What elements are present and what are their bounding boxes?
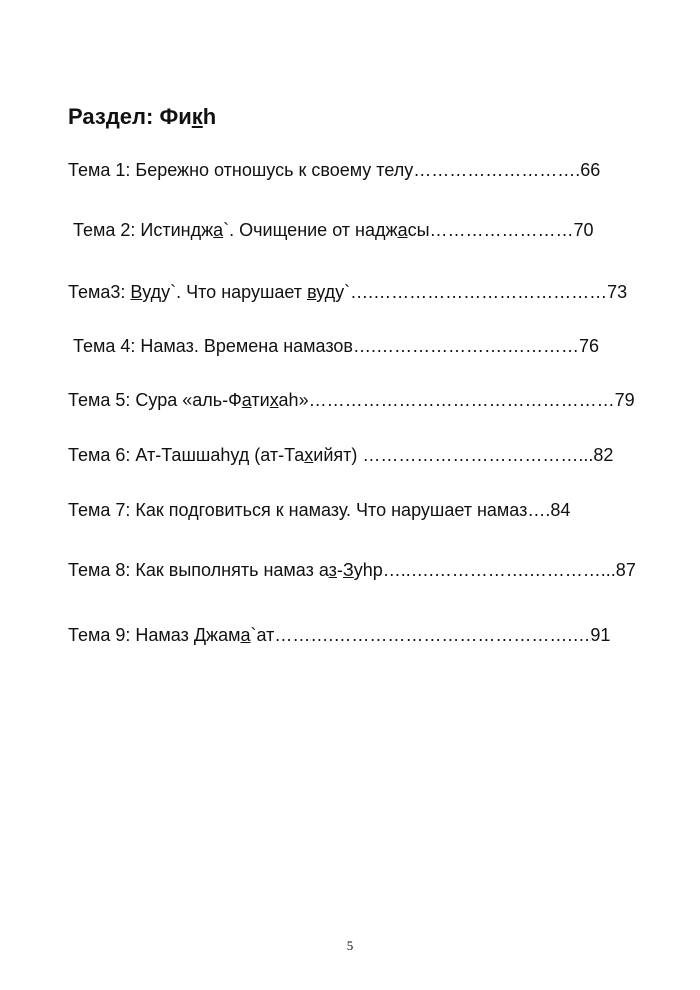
toc-entry-2 [73, 218, 594, 242]
toc-underlined-letter: х [269, 390, 279, 410]
toc-entry-8 [68, 558, 636, 582]
toc-text: Тема 6: Ат-Ташшаhуд (ат-Та [68, 445, 305, 465]
toc-text: Тема 1: Бережно отношусь к своему телу……………………….66 [68, 160, 601, 180]
toc-text: сы……………………70 [407, 220, 594, 240]
toc-text: `ат……….………………………………….…91 [250, 625, 611, 645]
toc-underlined-letter: а [241, 390, 252, 410]
toc-text: Тема 2: Истиндж [73, 220, 214, 240]
toc-text: у`….…………………………………73 [335, 282, 628, 302]
toc-underlined-letter: а [397, 220, 408, 240]
section-title [68, 104, 216, 130]
toc-entry-6 [68, 443, 613, 467]
toc-text: `. Очищение от надж [223, 220, 398, 240]
section-title-text: Раздел: Фи [68, 104, 192, 129]
toc-text: у [142, 282, 151, 302]
toc-text: Тема3: [68, 282, 131, 302]
toc-text: ийят) ………………………………...82 [313, 445, 614, 465]
toc-text: уhр…..….…………….…………...87 [353, 560, 636, 580]
toc-text: - [336, 560, 343, 580]
toc-underlined-letter: х [304, 445, 314, 465]
toc-underlined-letter: з [328, 560, 337, 580]
toc-entry-3 [68, 280, 627, 304]
toc-entry-4 [73, 334, 599, 358]
toc-text: Тема 4: Намаз. Времена намазов….………………….…………76 [73, 336, 599, 356]
toc-text: Тема 9: Намаз Джам [68, 625, 241, 645]
toc-text: у`. Что нарушает [161, 282, 308, 302]
toc-underlined-letter: З [342, 560, 354, 580]
toc-underlined-letter: д [150, 282, 162, 302]
toc-text: Тема 8: Как выполнять намаз а [68, 560, 329, 580]
toc-entry-9 [68, 623, 610, 647]
toc-text: Тема 5: Сура «аль-Ф [68, 390, 242, 410]
toc-entry-7 [68, 498, 570, 522]
toc-text: Тема 7: Как подговиться к намазу. Что нарушает намаз….84 [68, 500, 571, 520]
section-title-underlined-letter: к [191, 104, 203, 129]
toc-underlined-letter: В [130, 282, 143, 302]
toc-underlined-letter: д [324, 282, 336, 302]
toc-underlined-letter: а [213, 220, 224, 240]
toc-text: у [316, 282, 325, 302]
toc-entry-5 [68, 388, 635, 412]
page-number: 5 [346, 938, 354, 953]
toc-text: ти [251, 390, 270, 410]
toc-underlined-letter: в [307, 282, 317, 302]
toc-entry-1 [68, 158, 600, 182]
section-title-end: h [202, 104, 217, 129]
toc-text: аh»……………………………………………79 [278, 390, 635, 410]
toc-underlined-letter: а [240, 625, 251, 645]
